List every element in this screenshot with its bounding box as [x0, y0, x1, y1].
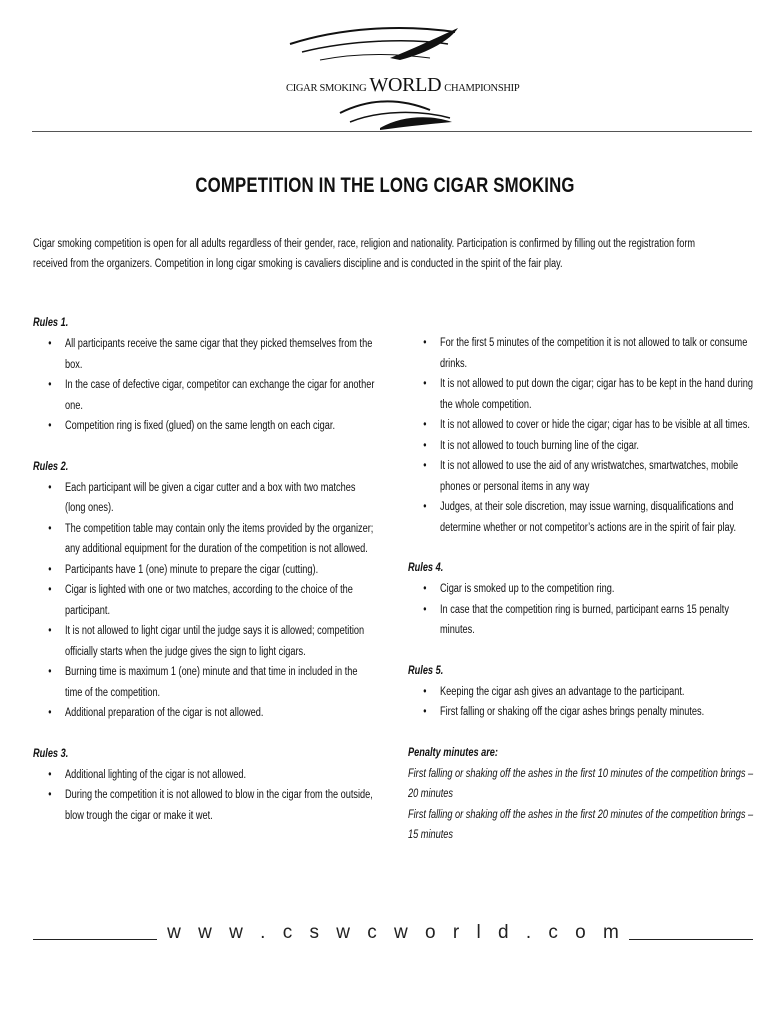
list-item: • For the first 5 minutes of the competition it is not allowed to talk or consume drinks.: [408, 333, 758, 374]
rules-1-list: [33, 334, 377, 437]
list-item: • It is not allowed to cover or hide the cigar; cigar has to be visible at all times.: [408, 415, 758, 436]
list-item: • Additional lighting of the cigar is not allowed.: [33, 765, 377, 786]
list-item: • Cigar is smoked up to the competition ring.: [408, 579, 758, 600]
rules-2-heading: Rules 2.: [33, 460, 69, 473]
list-item: • Cigar is lighted with one or two matches, according to the choice of the participant.: [33, 580, 377, 621]
list-item: • It is not allowed to light cigar until the judge says it is allowed; competition officially starts when the judge gives the sign to light cigars.: [33, 621, 377, 662]
penalty-heading: Penalty minutes are:: [408, 746, 498, 759]
list-item: • Each participant will be given a cigar cutter and a box with two matches (long ones).: [33, 478, 377, 519]
penalty-line-1: First falling or shaking off the ashes in the first 10 minutes of the competition brings – 20 minutes: [408, 767, 754, 800]
intro-paragraph: Cigar smoking competition is open for all adults regardless of their gender, race, religion and nationality. Participation is confirmed by filling out the registration form received from the organizers. Competition in long cigar smoking is cavaliers discipline and is conducted in the spirit of the fair play.: [33, 238, 696, 270]
logo-text-left: CIGAR SMOKING: [286, 83, 367, 94]
rules-1-heading: Rules 1.: [33, 317, 69, 329]
championship-logo: [280, 18, 520, 133]
list-item: • During the competition it is not allowed to blow in the cigar from the outside, blow trough the cigar or make it wet.: [33, 785, 377, 826]
list-item: • Keeping the cigar ash gives an advantage to the participant.: [408, 682, 758, 703]
penalty-line-2: First falling or shaking off the ashes in the first 20 minutes of the competition brings – 15 minutes: [408, 808, 754, 841]
rules-3-list-continued: [408, 333, 758, 538]
right-column: [408, 333, 758, 846]
rules-4-heading: Rules 4.: [408, 562, 444, 574]
list-item: • In the case of defective cigar, competitor can exchange the cigar for another one.: [33, 375, 377, 416]
document-title: COMPETITION IN THE LONG CIGAR SMOKING: [195, 174, 575, 197]
list-item: • Burning time is maximum 1 (one) minute and that time in included in the time of the competition.: [33, 662, 377, 703]
list-item: • Competition ring is fixed (glued) on the same length on each cigar.: [33, 416, 377, 437]
logo-text-center: WORLD: [369, 74, 442, 96]
list-item: • The competition table may contain only the items provided by the organizer; any additional equipment for the duration of the competition is not allowed.: [33, 519, 377, 560]
list-item: • It is not allowed to put down the cigar; cigar has to be kept in the hand during the whole competition.: [408, 374, 758, 415]
rules-2-list: [33, 478, 377, 724]
list-item: • It is not allowed to use the aid of any wristwatches, smartwatches, mobile phones or personal items in any way: [408, 456, 758, 497]
list-item: • First falling or shaking off the cigar ashes brings penalty minutes.: [408, 702, 758, 723]
list-item: • Participants have 1 (one) minute to prepare the cigar (cutting).: [33, 560, 377, 581]
list-item: • In case that the competition ring is burned, participant earns 15 penalty minutes.: [408, 600, 758, 641]
rules-5-heading: Rules 5.: [408, 664, 444, 677]
left-column: [33, 313, 377, 826]
list-item: • Additional preparation of the cigar is not allowed.: [33, 703, 377, 724]
list-item: • Judges, at their sole discretion, may issue warning, disqualifications and determine whether or not competitor’s actions are in the spirit of fair play.: [408, 497, 758, 538]
footer-rule-left: [33, 939, 157, 940]
logo-text-right: CHAMPIONSHIP: [444, 83, 520, 94]
rules-5-list: [408, 682, 758, 723]
website-link[interactable]: w w w . c s w c w o r l d . c o m: [167, 922, 625, 943]
rules-3-list: [33, 765, 377, 827]
rules-4-list: [408, 579, 758, 641]
logo-wordmark: [286, 74, 519, 97]
footer-rule-right: [629, 939, 753, 940]
rules-3-heading: Rules 3.: [33, 747, 69, 760]
list-item: • All participants receive the same cigar that they picked themselves from the box.: [33, 334, 377, 375]
header-divider: [32, 131, 752, 132]
list-item: • It is not allowed to touch burning line of the cigar.: [408, 436, 758, 457]
footer: [33, 916, 753, 944]
